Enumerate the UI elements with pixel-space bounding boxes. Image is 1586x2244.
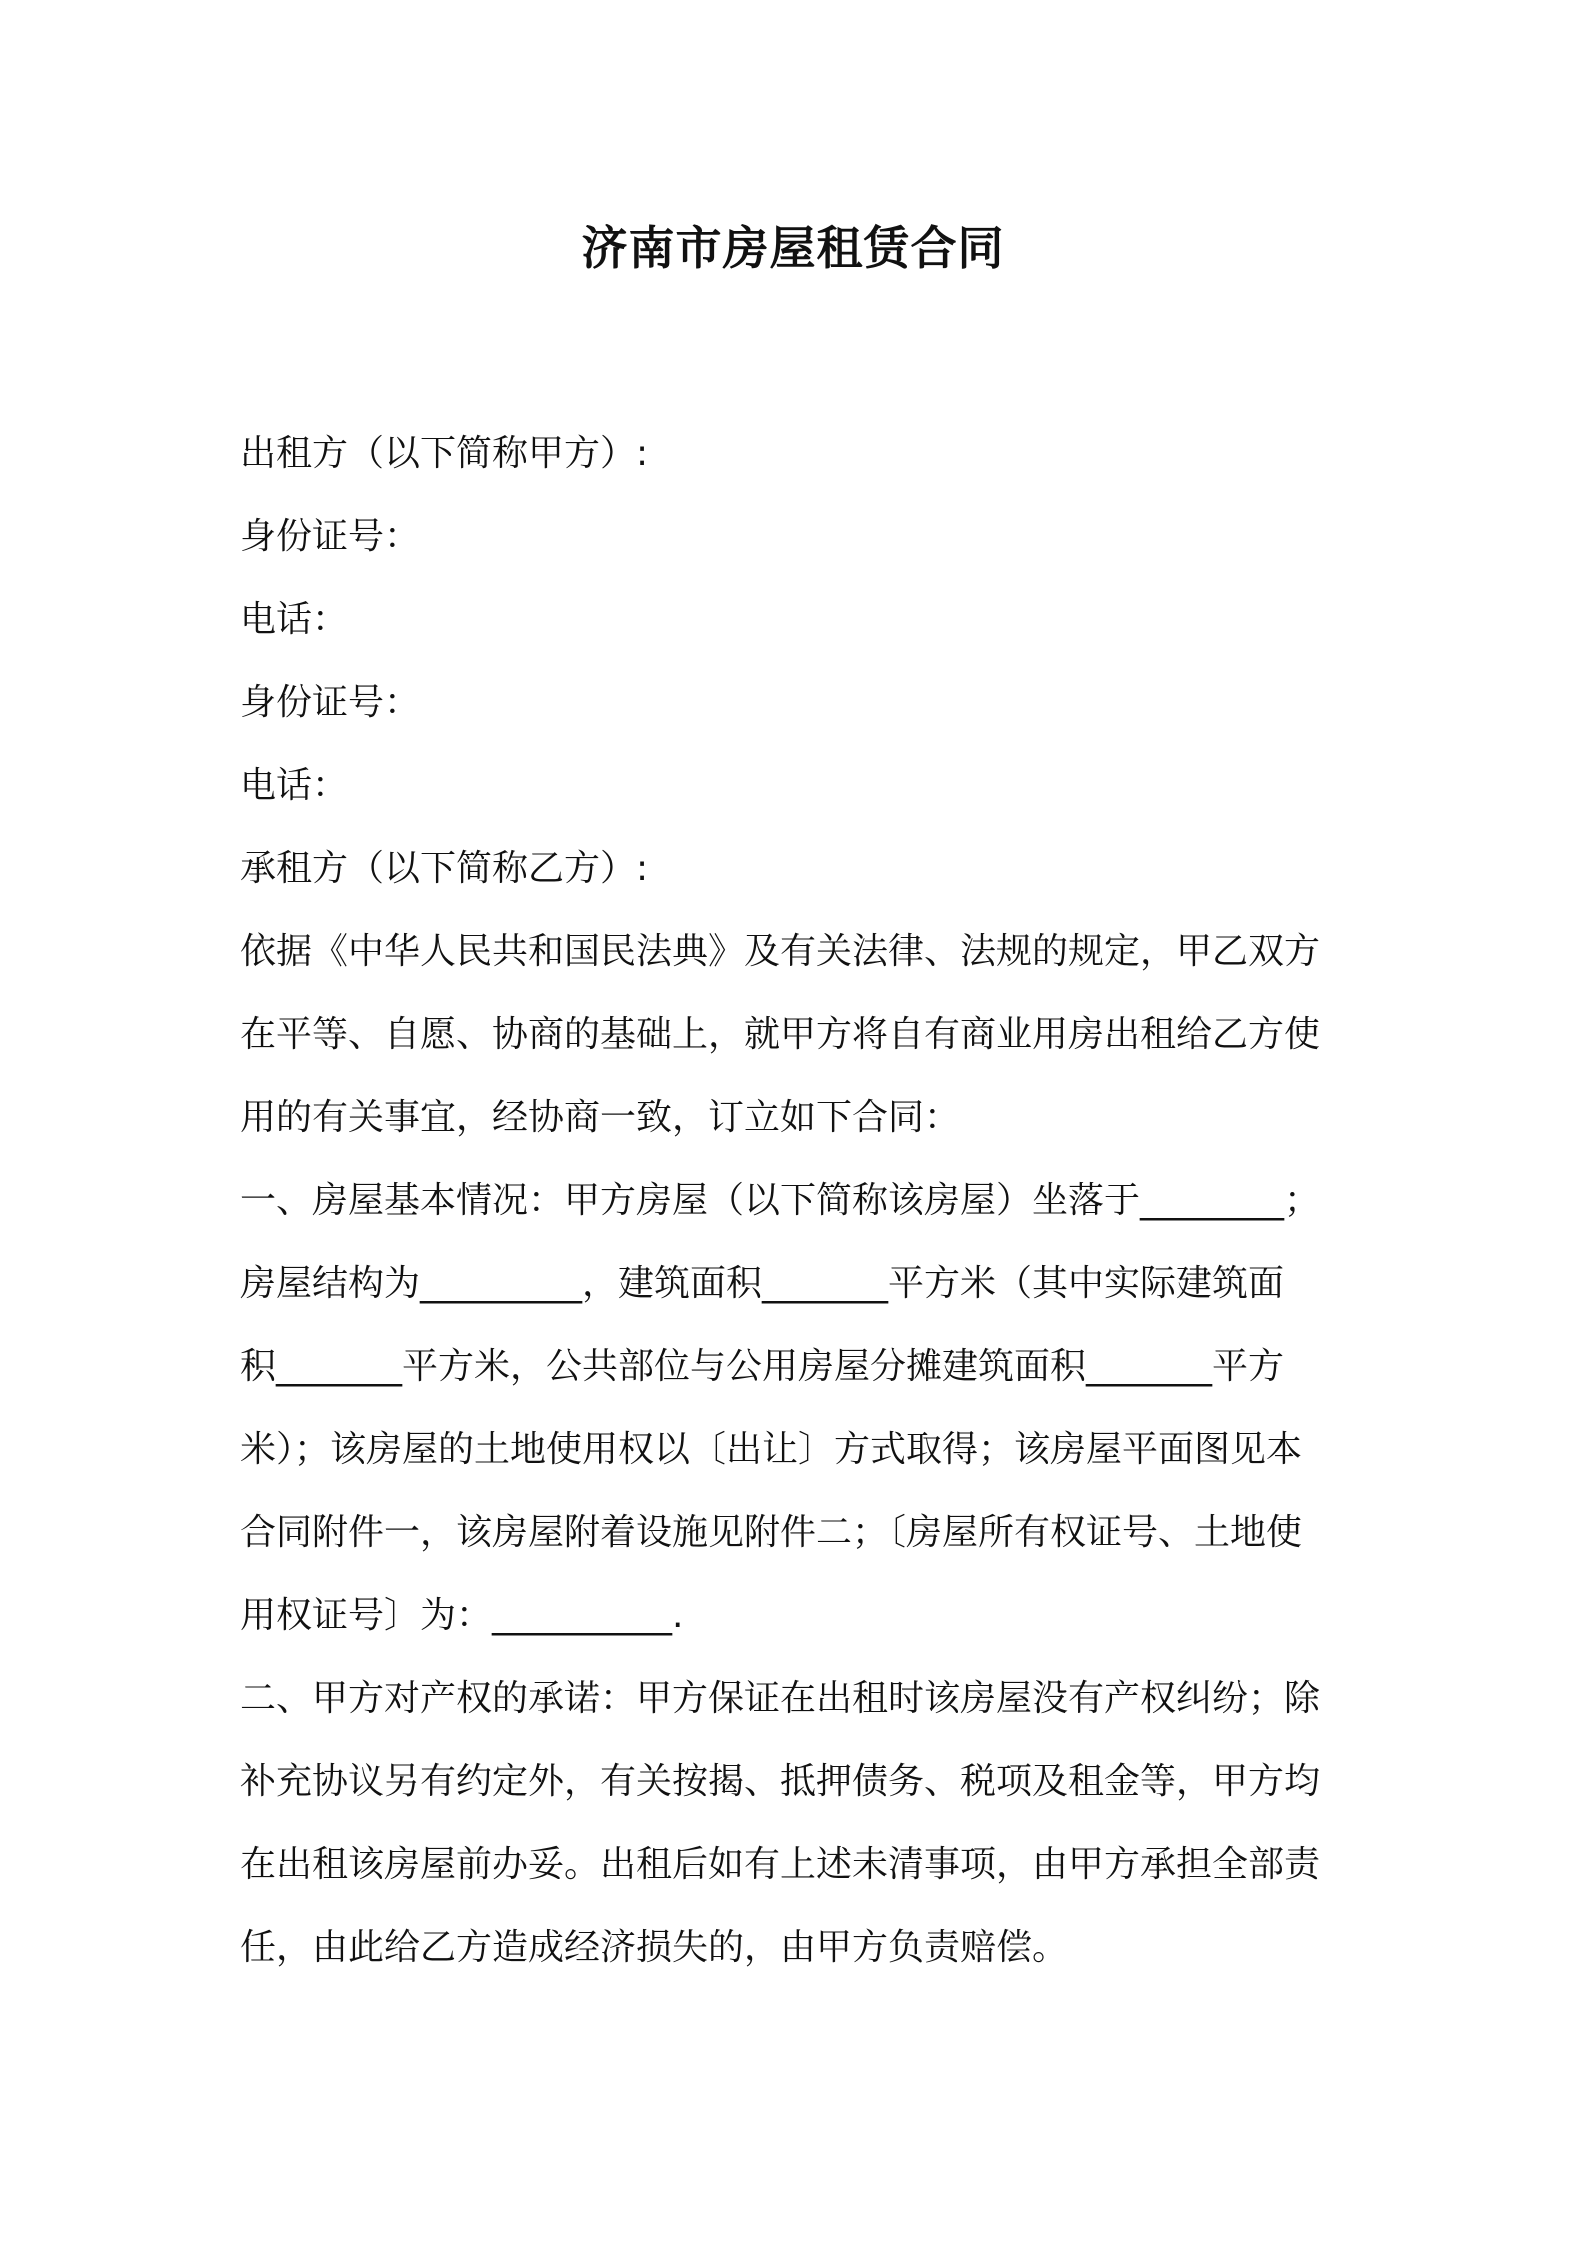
- preamble-line: 依据《中华人民共和国民法典》及有关法律、法规的规定，甲乙双方: [240, 931, 1321, 972]
- clause-1-line: 用权证号〕为：__________.: [240, 1595, 684, 1636]
- clause-1-line: 积_______平方米，公共部位与公用房屋分摊建筑面积_______平方: [240, 1346, 1285, 1387]
- clause-1-line: 房屋结构为_________，建筑面积_______平方米（其中实际建筑面: [240, 1263, 1285, 1304]
- id-number-line: 身份证号：: [240, 516, 421, 557]
- lessee-line: 承租方（以下简称乙方）:: [240, 848, 649, 889]
- lessor-line: 出租方（以下简称甲方）:: [240, 433, 649, 474]
- clause-2-line: 二、甲方对产权的承诺：甲方保证在出租时该房屋没有产权纠纷；除: [240, 1678, 1321, 1719]
- phone-line: 电话：: [240, 765, 349, 806]
- phone-line: 电话：: [240, 599, 349, 640]
- clause-1-line: 米）；该房屋的土地使用权以〔出让〕方式取得；该房屋平面图见本: [240, 1429, 1303, 1470]
- preamble-line: 在平等、自愿、协商的基础上，就甲方将自有商业用房出租给乙方使: [240, 1014, 1321, 1055]
- document-title: 济南市房屋租赁合同: [581, 221, 1005, 275]
- clause-1-line: 合同附件一，该房屋附着设施见附件二；〔房屋所有权证号、土地使: [240, 1512, 1303, 1553]
- id-number-line: 身份证号：: [240, 682, 421, 723]
- document-body: [240, 412, 1360, 1989]
- preamble-line: 用的有关事宜，经协商一致，订立如下合同：: [240, 1097, 961, 1138]
- clause-2-line: 在出租该房屋前办妥。出租后如有上述未清事项，由甲方承担全部责: [240, 1844, 1321, 1885]
- clause-1-line: 一、房屋基本情况：甲方房屋（以下简称该房屋）坐落于________；: [240, 1180, 1321, 1221]
- clause-2-line: 任，由此给乙方造成经济损失的，由甲方负责赔偿。: [240, 1927, 1069, 1968]
- clause-2-line: 补充协议另有约定外，有关按揭、抵押债务、税项及租金等，甲方均: [240, 1761, 1321, 1802]
